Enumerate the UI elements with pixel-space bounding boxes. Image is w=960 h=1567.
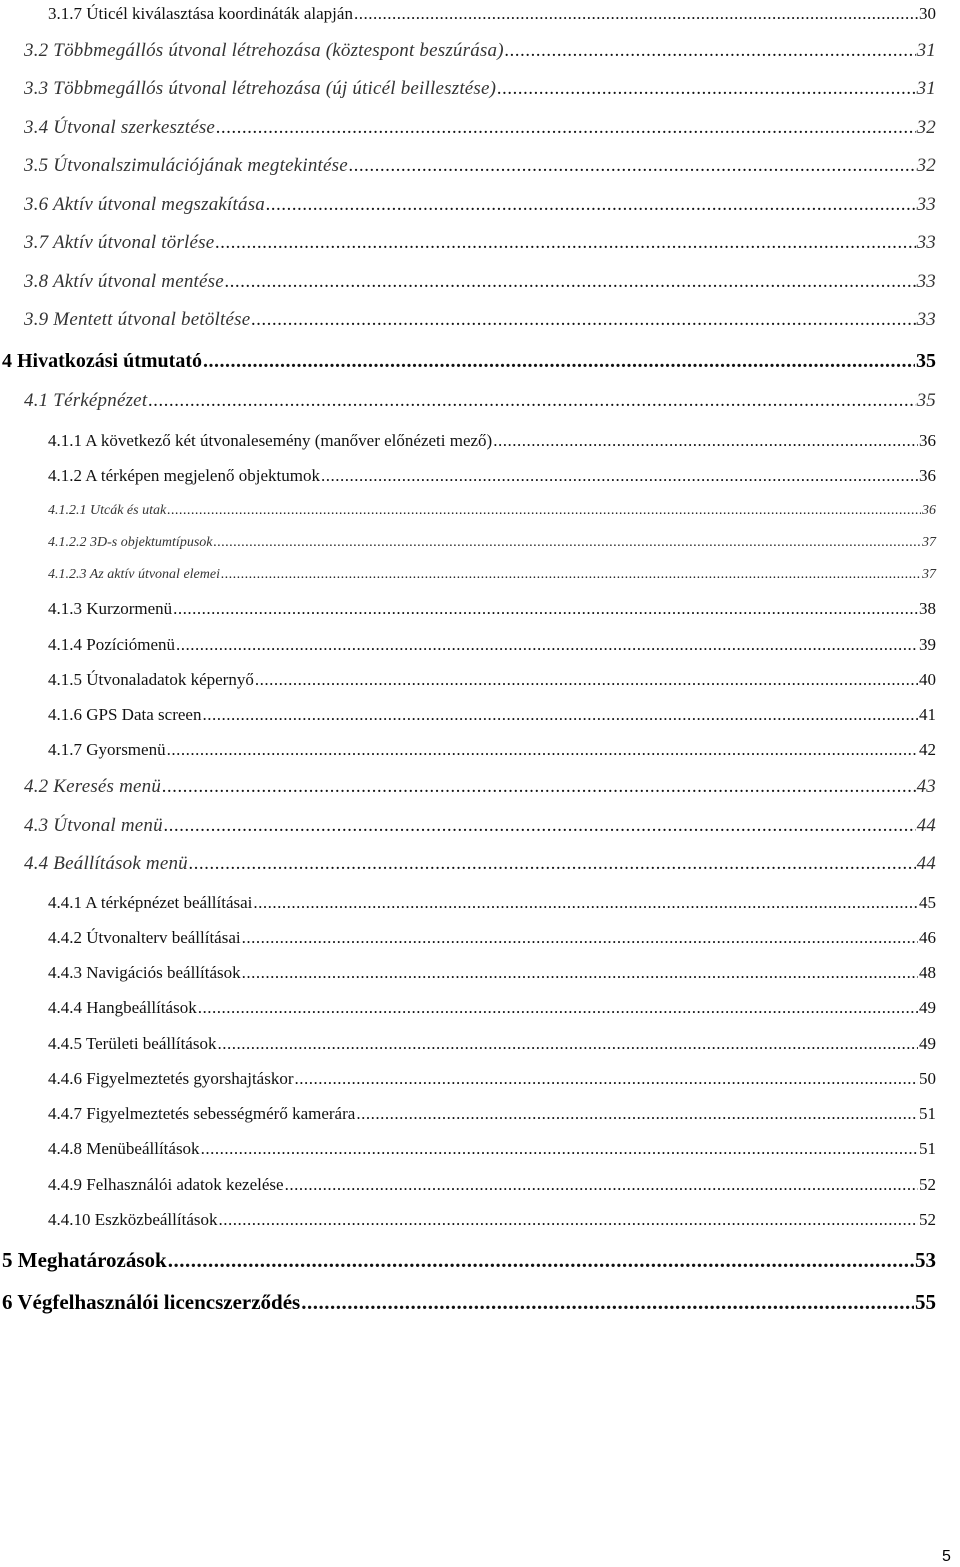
toc-entry-page: 32	[916, 117, 936, 138]
toc-entry-title: 4.4.3 Navigációs beállítások	[48, 963, 241, 982]
toc-entry-page: 33	[916, 232, 936, 253]
toc-entry-page: 51	[919, 1104, 936, 1123]
toc-entry[interactable]	[48, 431, 936, 451]
toc-leader-dots	[295, 1069, 918, 1089]
toc-entry-page: 36	[919, 431, 936, 450]
toc-entry-title: 4.4.6 Figyelmeztetés gyorshajtáskor	[48, 1069, 294, 1088]
toc-entry[interactable]	[48, 1210, 936, 1230]
toc-entry-title: 4.4.2 Útvonalterv beállításai	[48, 928, 241, 947]
toc-entry-page: 51	[919, 1139, 936, 1158]
toc-entry-page: 46	[919, 928, 936, 947]
toc-entry[interactable]	[48, 1104, 936, 1124]
toc-entry[interactable]	[24, 117, 936, 139]
toc-entry-page: 44	[916, 853, 936, 874]
toc-leader-dots	[242, 963, 918, 983]
toc-leader-dots	[201, 1139, 918, 1159]
toc-leader-dots	[356, 1104, 918, 1124]
toc-entry-page: 33	[916, 194, 936, 215]
toc-entry-title: 4.1 Térképnézet	[24, 390, 148, 411]
toc-entry-page: 49	[919, 1034, 936, 1053]
toc-entry-page: 30	[919, 4, 936, 23]
toc-leader-dots	[301, 1290, 914, 1315]
toc-leader-dots	[167, 740, 918, 760]
toc-entry[interactable]	[48, 928, 936, 948]
toc-entry-page: 49	[919, 998, 936, 1017]
toc-entry-title: 4.1.2.2 3D-s objektumtípusok	[48, 535, 213, 550]
toc-entry[interactable]	[24, 194, 936, 216]
toc-entry[interactable]	[24, 390, 936, 412]
toc-entry-page: 42	[919, 740, 936, 759]
toc-entry[interactable]	[24, 815, 936, 837]
toc-entry-page: 35	[916, 390, 936, 411]
toc-entry[interactable]	[48, 670, 936, 690]
toc-entry-page: 52	[919, 1175, 936, 1194]
toc-leader-dots	[203, 350, 915, 373]
toc-entry[interactable]	[24, 78, 936, 100]
toc-leader-dots	[148, 390, 915, 412]
toc-entry[interactable]	[48, 466, 936, 486]
toc-leader-dots	[354, 4, 918, 24]
toc-leader-dots	[225, 271, 916, 293]
toc-entry-page: 50	[919, 1069, 936, 1088]
toc-leader-dots	[253, 893, 918, 913]
toc-entry-title: 4.1.3 Kurzormenü	[48, 599, 173, 618]
toc-entry-page: 37	[922, 567, 936, 582]
toc-entry[interactable]	[2, 350, 936, 373]
toc-entry-title: 3.2 Többmegállós útvonal létrehozása (köztespont beszúrása)	[24, 40, 504, 61]
toc-leader-dots	[219, 1210, 919, 1230]
toc-entry-page: 48	[919, 963, 936, 982]
toc-leader-dots	[168, 1248, 914, 1273]
toc-entry-title: 4.1.2.3 Az aktív útvonal elemei	[48, 567, 220, 582]
toc-entry-page: 44	[916, 815, 936, 836]
toc-entry-page: 36	[919, 466, 936, 485]
toc-entry-title: 4.4.1 A térképnézet beállításai	[48, 893, 253, 912]
toc-entry[interactable]	[48, 599, 936, 619]
toc-entry[interactable]	[24, 309, 936, 331]
toc-leader-dots	[189, 853, 916, 875]
toc-entry-title: 4.1.5 Útvonaladatok képernyő	[48, 670, 254, 689]
toc-leader-dots	[255, 670, 918, 690]
toc-entry-page: 33	[916, 271, 936, 292]
toc-entry[interactable]	[48, 963, 936, 983]
toc-leader-dots	[493, 431, 918, 451]
toc-entry[interactable]	[24, 776, 936, 798]
toc-entry[interactable]	[48, 1069, 936, 1089]
toc-entry-title: 4.3 Útvonal menü	[24, 815, 163, 836]
toc-entry-page: 40	[919, 670, 936, 689]
toc-entry-title: 3.8 Aktív útvonal mentése	[24, 271, 224, 292]
toc-entry-title: 4 Hivatkozási útmutató	[2, 350, 202, 372]
toc-entry-title: 4.1.6 GPS Data screen	[48, 705, 202, 724]
toc-leader-dots	[198, 998, 918, 1018]
toc-entry-title: 4.1.1 A következő két útvonalesemény (manőver előnézeti mező)	[48, 431, 493, 450]
page-number: 5	[942, 1548, 951, 1565]
toc-entry[interactable]	[48, 1175, 936, 1195]
toc-entry-title: 3.6 Aktív útvonal megszakítása	[24, 194, 266, 215]
toc-entry-page: 37	[922, 535, 936, 550]
toc-leader-dots	[251, 309, 915, 331]
toc-entry-page: 32	[916, 155, 936, 176]
toc-entry-page: 31	[916, 78, 936, 99]
toc-entry[interactable]	[24, 155, 936, 177]
toc-entry-page: 43	[916, 776, 936, 797]
toc-leader-dots	[321, 466, 918, 486]
toc-entry-title: 3.5 Útvonalszimulációjának megtekintése	[24, 155, 348, 176]
toc-entry-page: 33	[916, 309, 936, 330]
toc-entry-title: 4.1.4 Pozíciómenü	[48, 635, 176, 654]
toc-entry[interactable]	[24, 271, 936, 293]
toc-leader-dots	[242, 928, 918, 948]
toc-entry[interactable]	[48, 893, 936, 913]
toc-leader-dots	[349, 155, 916, 177]
toc-entry[interactable]	[48, 4, 936, 24]
toc-entry[interactable]	[24, 40, 936, 62]
toc-entry-page: 41	[919, 705, 936, 724]
toc-entry[interactable]	[48, 998, 936, 1018]
toc-leader-dots	[176, 635, 918, 655]
toc-leader-dots	[215, 232, 915, 254]
toc-entry-title: 4.4.4 Hangbeállítások	[48, 998, 197, 1017]
toc-entry-title: 4.1.7 Gyorsmenü	[48, 740, 166, 759]
toc-entry[interactable]	[24, 853, 936, 875]
toc-entry-title: 6 Végfelhasználói licencszerződés	[2, 1290, 301, 1314]
toc-entry-title: 4.1.2 A térképen megjelenő objektumok	[48, 466, 320, 485]
toc-entry-title: 3.7 Aktív útvonal törlése	[24, 232, 215, 253]
toc-leader-dots	[213, 535, 921, 551]
toc-entry-title: 4.2 Keresés menü	[24, 776, 162, 797]
toc-entry-page: 31	[916, 40, 936, 61]
toc-leader-dots	[164, 815, 916, 837]
toc-entry-page: 52	[919, 1210, 936, 1229]
toc-entry-page: 38	[919, 599, 936, 618]
toc-entry-title: 4.4.5 Területi beállítások	[48, 1034, 217, 1053]
toc-entry-page: 39	[919, 635, 936, 654]
toc-entry-page: 45	[919, 893, 936, 912]
toc-entry-title: 4.4 Beállítások menü	[24, 853, 188, 874]
toc-leader-dots	[505, 40, 916, 62]
toc-entry[interactable]	[48, 503, 936, 519]
toc-entry-page: 35	[916, 350, 936, 372]
toc-entry-page: 36	[922, 503, 936, 518]
toc-entry[interactable]	[48, 705, 936, 725]
toc-entry[interactable]	[48, 1034, 936, 1054]
toc-leader-dots	[497, 78, 915, 100]
toc-entry-title: 4.4.8 Menübeállítások	[48, 1139, 200, 1158]
toc-entry-title: 3.9 Mentett útvonal betöltése	[24, 309, 251, 330]
toc-leader-dots	[167, 503, 921, 519]
toc-entry-title: 4.1.2.1 Utcák és utak	[48, 503, 167, 518]
toc-entry-title: 3.3 Többmegállós útvonal létrehozása (új úticél beillesztése)	[24, 78, 497, 99]
toc-leader-dots	[202, 705, 918, 725]
toc-entry[interactable]	[24, 232, 936, 254]
toc-leader-dots	[173, 599, 918, 619]
toc-entry-title: 3.1.7 Úticél kiválasztása koordináták alapján	[48, 4, 353, 23]
toc-entry-page: 55	[915, 1290, 936, 1314]
toc-entry-title: 3.4 Útvonal szerkesztése	[24, 117, 216, 138]
toc-entry-title: 4.4.7 Figyelmeztetés sebességmérő kamerára	[48, 1104, 356, 1123]
toc-entry-title: 4.4.9 Felhasználói adatok kezelése	[48, 1175, 284, 1194]
toc-entry[interactable]	[48, 535, 936, 551]
toc-entry[interactable]	[48, 567, 936, 583]
toc-leader-dots	[266, 194, 916, 216]
toc-leader-dots	[216, 117, 916, 139]
toc-leader-dots	[217, 1034, 918, 1054]
toc-entry-title: 5 Meghatározások	[2, 1248, 167, 1272]
toc-entry[interactable]	[2, 1290, 936, 1315]
toc-entry-page: 53	[915, 1248, 936, 1272]
toc-entry[interactable]	[48, 740, 936, 760]
toc-leader-dots	[162, 776, 916, 798]
toc-entry[interactable]	[48, 1139, 936, 1159]
toc-entry[interactable]	[2, 1248, 936, 1273]
toc-leader-dots	[221, 567, 921, 583]
toc-entry[interactable]	[48, 635, 936, 655]
toc-entry-title: 4.4.10 Eszközbeállítások	[48, 1210, 218, 1229]
toc-leader-dots	[285, 1175, 918, 1195]
